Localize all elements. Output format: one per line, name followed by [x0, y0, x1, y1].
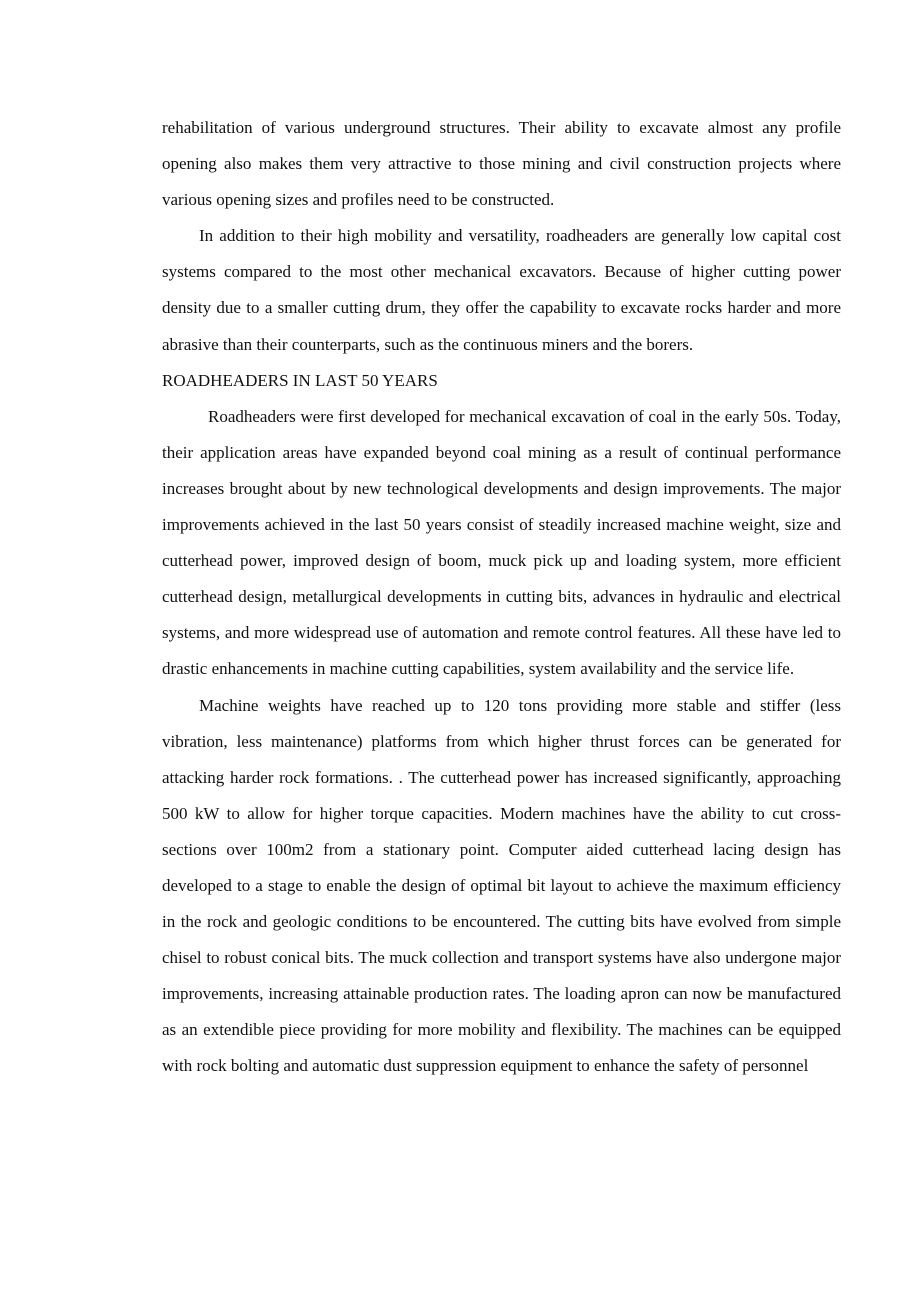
paragraph-continuation: rehabilitation of various underground structures. Their ability to excavate almost any profile opening also makes them very attractive to those mining and civil construction projects where various opening sizes and profiles need to be constructed. [162, 118, 841, 210]
document-page [162, 110, 841, 1085]
paragraph-history: Roadheaders were first developed for mechanical excavation of coal in the early 50s. Today, their application areas have expanded beyond coal mining as a result of continual performance increases brought about by new technological developments and design improvements. The major improvements achieved in the last 50 years consist of steadily increased machine weight, size and cutterhead power, improved design of boom, muck pick up and loading system, more efficient cutterhead design, metallurgical developments in cutting bits, advances in hydraulic and electrical systems, and more widespread use of automation and remote control features. All these have led to drastic enhancements in machine cutting capabilities, system availability and the service life. [162, 406, 841, 679]
paragraph-machine-weights: Machine weights have reached up to 120 tons providing more stable and stiffer (less vibration, less maintenance) platforms from which higher thrust forces can be generated for attacking harder rock formations. . The cutterhead power has increased significantly, approaching 500 kW to allow for higher torque capacities. Modern machines have the ability to cut cross-sections over 100m2 from a stationary point. Computer aided cutterhead lacing design has developed to a stage to enable the design of optimal bit layout to achieve the maximum efficiency in the rock and geologic conditions to be encountered. The cutting bits have evolved from simple chisel to robust conical bits. The muck collection and transport systems have also undergone major improvements, increasing attainable production rates. The loading apron can now be manufactured as an extendible piece providing for more mobility and flexibility. The machines can be equipped with rock bolting and automatic dust suppression equipment to enhance the safety of personnel [162, 695, 841, 1076]
section-heading: ROADHEADERS IN LAST 50 YEARS [162, 370, 438, 390]
paragraph-mobility: In addition to their high mobility and versatility, roadheaders are generally low capital cost systems compared to the most other mechanical excavators. Because of higher cutting power density due to a smaller cutting drum, they offer the capability to excavate rocks harder and more abrasive than their counterparts, such as the continuous miners and the borers. [162, 226, 841, 354]
